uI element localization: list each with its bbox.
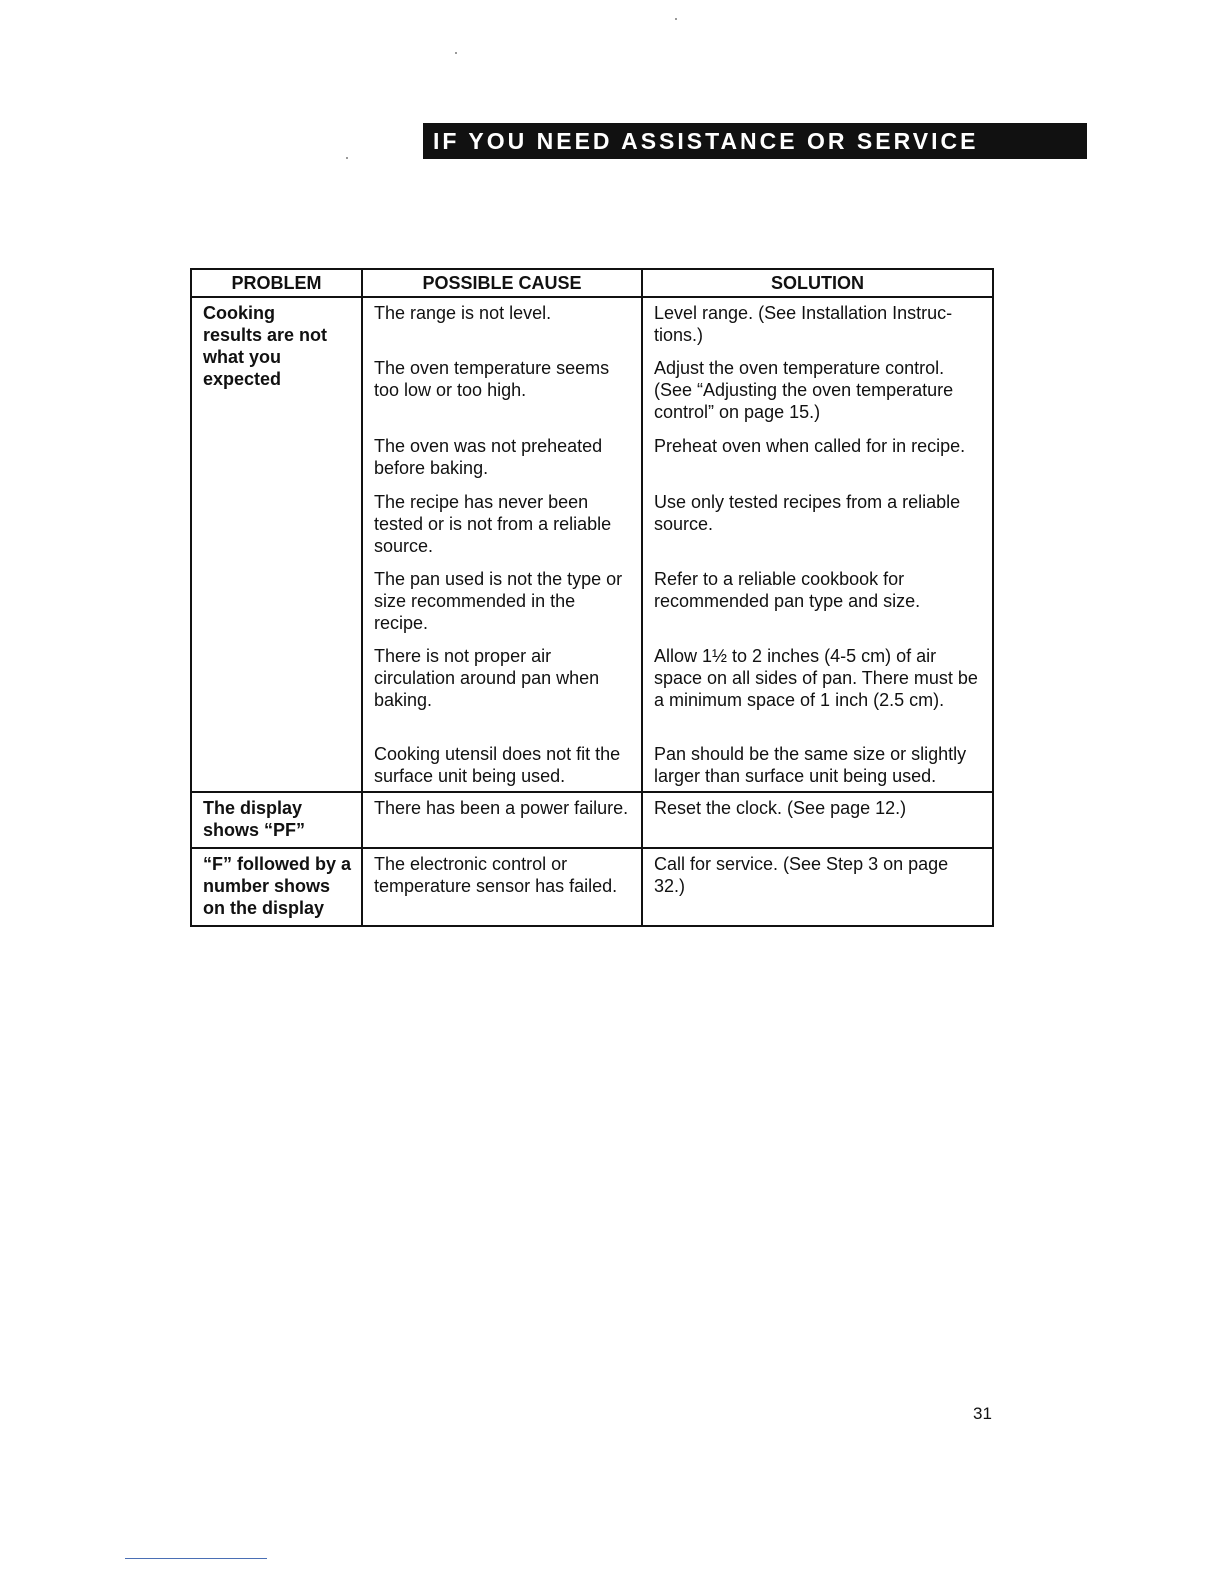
problem-cell: [191, 792, 362, 848]
problem-cell: [191, 297, 362, 792]
cause-cell: [362, 297, 642, 792]
solution-cell: [642, 848, 993, 926]
cause-entry: There is not proper air circulation around pan when baking.: [374, 646, 600, 710]
solution-entry: Call for service. (See Step 3 on page 32.): [654, 854, 949, 896]
problem-cell: [191, 848, 362, 926]
scan-speck: [346, 157, 348, 159]
column-header-cause: POSSIBLE CAUSE: [362, 269, 642, 297]
cause-entry: The pan used is not the type or size recommended in the recipe.: [374, 569, 623, 633]
solution-entry: Pan should be the same size or slightly larger than surface unit being used.: [654, 744, 967, 786]
troubleshooting-table: [190, 268, 994, 927]
solution-cell: [642, 792, 993, 848]
cause-entry: The oven temperature seems too low or too high.: [374, 358, 610, 400]
page-number: 31: [973, 1404, 992, 1423]
solution-entry: Use only tested recipes from a reliable source.: [654, 492, 961, 534]
solution-entry: Level range. (See Installation Instruc-tions.): [654, 303, 953, 345]
cause-cell: [362, 848, 642, 926]
table-row: [191, 297, 993, 792]
problem-text: Cooking results are not what you expected: [203, 303, 328, 389]
cause-entry: The oven was not preheated before baking.: [374, 436, 603, 478]
solution-entry: Reset the clock. (See page 12.): [654, 798, 907, 818]
cause-entry: There has been a power failure.: [374, 798, 629, 818]
table-row: [191, 792, 993, 848]
cause-entry: The range is not level.: [374, 303, 552, 323]
cause-entry: Cooking utensil does not fit the surface unit being used.: [374, 744, 621, 786]
scan-speck: [455, 52, 457, 54]
solution-entry: Allow 1½ to 2 inches (4-5 cm) of air space on all sides of pan. There must be a minimum space of 1 inch (2.5 cm).: [654, 646, 978, 710]
section-header: IF YOU NEED ASSISTANCE OR SERVICE: [423, 123, 1087, 159]
solution-cell: [642, 297, 993, 792]
table-row: [191, 848, 993, 926]
table-header-row: [191, 269, 993, 297]
cause-entry: The electronic control or temperature sensor has failed.: [374, 854, 618, 896]
solution-entry: Preheat oven when called for in recipe.: [654, 436, 966, 456]
scan-speck: [675, 18, 677, 20]
column-header-problem: PROBLEM: [191, 269, 362, 297]
column-header-solution: SOLUTION: [642, 269, 993, 297]
solution-entry: Refer to a reliable cookbook for recommended pan type and size.: [654, 569, 921, 611]
cause-entry: The recipe has never been tested or is not from a reliable source.: [374, 492, 612, 556]
cause-cell: [362, 792, 642, 848]
footer-rule: [125, 1558, 267, 1559]
problem-text: The display shows “PF”: [203, 798, 306, 840]
problem-text: “F” followed by a number shows on the display: [203, 854, 352, 918]
solution-entry: Adjust the oven temperature control. (See “Adjusting the oven temperature control” on page 15.): [654, 358, 954, 422]
